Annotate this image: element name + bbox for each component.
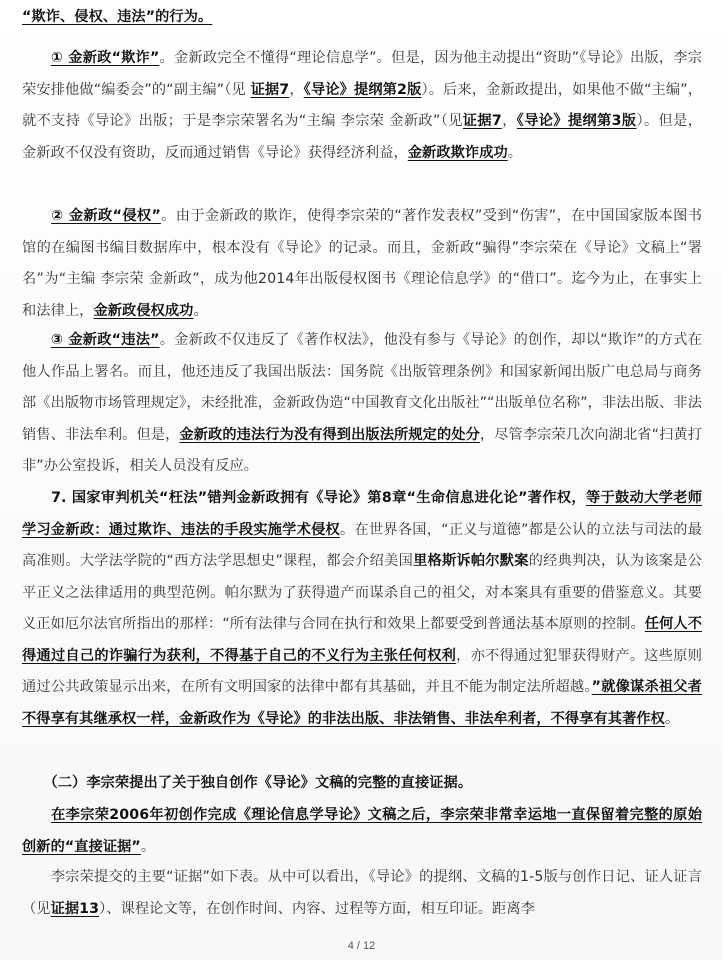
body-text: ，尽管李宗荣几次向湖北省“扫黄打非”办公室投诉，相关人员没有反应。 [22, 426, 702, 474]
body-text: 。金新政完全不懂得“理论信息学”。但是，因为他主动提出“资助”《导论》出版，李宗荣安排他做“编委会”的“副主编”（见 [22, 50, 702, 98]
page-number: 4 / 12 [347, 940, 376, 952]
emphasis-text: ② 金新政“侵权” [51, 208, 161, 224]
paragraph [22, 201, 702, 327]
emphasis-text: 金新政的违法行为没有得到出版法所规定的处分 [179, 426, 480, 443]
body-text [22, 208, 51, 224]
emphasis-text: 证据13 [50, 900, 100, 917]
paragraph [22, 862, 702, 925]
emphasis-text: 金新政欺诈成功 [407, 144, 508, 161]
body-text: 。金新政不仅违反了《著作权法》，他没有参与《导论》的创作，却以“欺诈”的方式在他人作品上署名。而且，他还违反了我国出版法：国务院《出版管理条例》和国家新闻出版广电总局与商务部《出版物市场管理规定》，未经批准，金新政伪造“中国教育文化出版社”“出版单位名称”，非法出版、非法销售、非法牟利。但是， [22, 332, 702, 443]
emphasis-text: （二）李宗荣提出了关于独自创作《导论》文稿的完整的直接证据。 [50, 775, 473, 791]
emphasis-text: ③ 金新政“违法” [50, 332, 160, 348]
paragraph [22, 768, 702, 800]
emphasis-text: 等于鼓动大学老师学习金新政：通过欺诈、违法的手段实施学术侵权 [22, 490, 702, 538]
body-text: 李宗荣提交的主要“证据”如下表。从中可以看出，《导论》的提纲、文稿的1-5版与创作日记、证人证言（见 [22, 869, 702, 917]
emphasis-text: 证据7 [250, 81, 290, 98]
body-text [22, 775, 51, 791]
body-text [22, 332, 51, 348]
emphasis-text: 《导论》提纲第3版 [516, 113, 637, 129]
emphasis-text: ① 金新政“欺诈” [50, 50, 160, 66]
body-text: ，亦不得通过犯罪获得财产。这些原则通过公共政策显示出来，在所有文明国家的法律中都有其基础，并且不能为制定法所超越。 [22, 647, 702, 695]
emphasis-text: 金新政侵权成功 [93, 302, 194, 319]
body-text: 。由于金新政的欺诈，使得李宗荣的“著作发表权”受到“伤害”，在中国国家版本图书馆的在编图书编目数据库中，根本没有《导论》的记录。而且，金新政“骗得”李宗荣在《导论》文稿上“署名”为“主编 李宗荣 金新政”，成为他2014年出版侵权图书《理论信息学》的“借口”。迄今为止，在事实上和法律上， [22, 208, 702, 319]
body-text: 。在世界各国，“正义与道德”都是公认的立法与司法的最高准则。大学法学院的“西方法学思想史”课程，都会介绍美国 [22, 521, 702, 569]
body-text: ）、课程论文等，在创作时间、内容、过程等方面，相互印证。距离李 [99, 900, 535, 917]
body-text: ， [501, 113, 517, 129]
emphasis-text: 里格斯诉帕尔默案 [413, 553, 529, 569]
paragraph [22, 483, 702, 735]
body-text: 。 [193, 302, 208, 319]
emphasis-text: 《导论》提纲第2版 [303, 81, 422, 98]
body-text: 。 [664, 710, 680, 727]
paragraph [22, 800, 702, 863]
body-text [22, 807, 51, 823]
emphasis-text: 证据7 [462, 113, 502, 129]
body-text: ， [289, 81, 304, 98]
body-text: ）。但是，金新政不仅没有资助，反而通过销售《导论》获得经济利益， [22, 113, 702, 161]
emphasis-text: ”就像谋杀祖父者不得享有其继承权一样，金新政作为《导论》的非法出版、非法销售、非法牟利者，不得享有其著作权 [22, 679, 703, 727]
paragraph [22, 325, 702, 483]
body-text [22, 50, 51, 66]
paragraph [22, 2, 702, 34]
body-text: 。 [140, 838, 156, 855]
body-text: 的经典判决，认为该案是公平正义之法律适用的典型范例。帕尔默为了获得遗产而谋杀自己的祖父，对本案具有重要的借鉴意义。其要义正如厄尔法官所指出的那样：“所有法律与合同在执行和效果上都要受到普通法基本原则的控制。 [22, 553, 702, 632]
emphasis-text: 在李宗荣2006年初创作完成《理论信息学导论》文稿之后，李宗荣非常幸运地一直保留着完整的原始创新的“直接证据” [22, 807, 703, 855]
body-text [22, 490, 51, 506]
emphasis-text: 任何人不得通过自己的诈骗行为获利，不得基于自己的不义行为主张任何权利 [22, 616, 702, 664]
paragraph [22, 43, 702, 169]
body-text: 。 [507, 144, 523, 161]
emphasis-text: “欺诈、侵权、违法”的行为。 [22, 9, 213, 25]
body-text: ）。后来，金新政提出，如果他不做“主编”，就不支持《导论》出版；于是李宗荣署名为“主编 李宗荣 金新政”（见 [22, 81, 703, 129]
emphasis-text: 7. 国家审判机关“枉法”错判金新政拥有《导论》第8章“生命信息进化论”著作权， [51, 490, 586, 506]
